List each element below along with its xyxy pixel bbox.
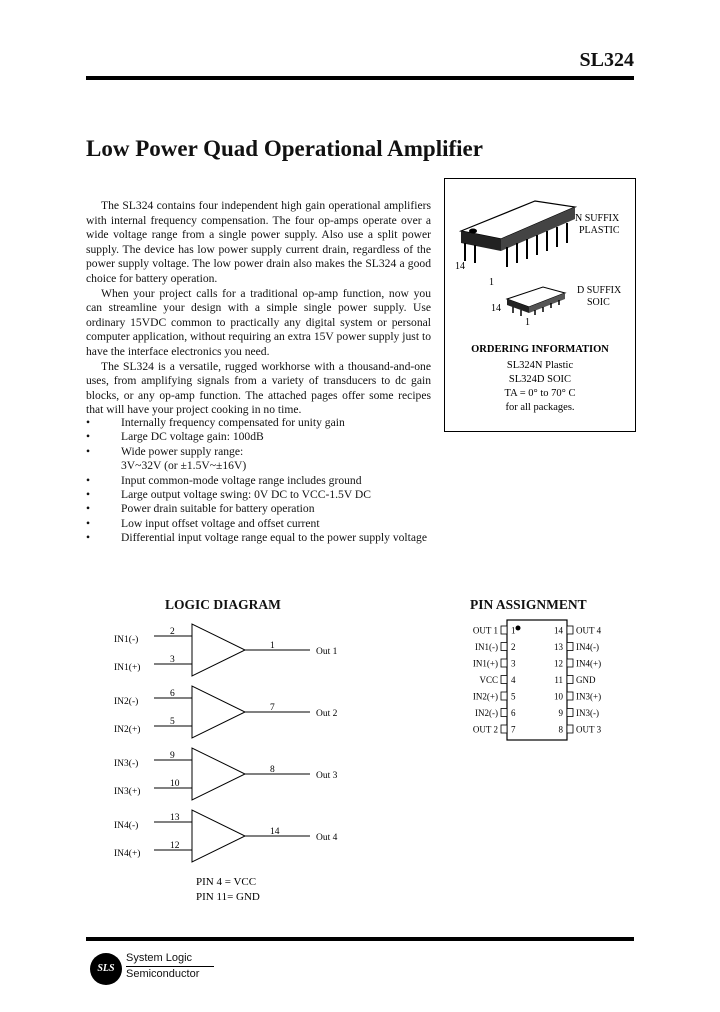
order-line: SL324D SOIC — [508, 374, 572, 385]
pin-number-out: 14 — [270, 827, 280, 837]
output-label: Out 4 — [316, 833, 338, 843]
input-minus-label: IN1(-) — [114, 635, 139, 645]
pin11-note: PIN 11= GND — [196, 891, 260, 903]
order-line: for all packages. — [505, 402, 575, 413]
left-pin-name: OUT 1 — [472, 625, 498, 636]
left-pin-number: 7 — [511, 724, 516, 735]
input-plus-label: IN2(+) — [114, 725, 141, 735]
right-pin-name: IN3(-) — [576, 708, 599, 718]
soic-package-icon — [507, 287, 565, 316]
left-pin-number: 1 — [511, 625, 516, 636]
input-plus-label: IN3(+) — [114, 787, 141, 797]
logic-diagram-title: LOGIC DIAGRAM — [165, 597, 281, 612]
right-pin-number: 11 — [554, 675, 563, 685]
left-pin-name: VCC — [479, 675, 498, 685]
pin-lead-left — [501, 626, 507, 634]
right-pin-name: OUT 3 — [576, 724, 602, 735]
left-pin-name: IN2(-) — [475, 708, 498, 718]
output-label: Out 1 — [316, 647, 338, 657]
input-plus-label: IN1(+) — [114, 663, 141, 673]
pin-lead-right — [567, 725, 573, 733]
feature-list — [86, 416, 446, 546]
pin-lead-left — [501, 643, 507, 651]
d-suffix-label: D SUFFIX — [577, 285, 622, 296]
intro-paragraph: The SL324 is a versatile, rugged workhorse with a thousand-and-one uses, from amplifying signals from a variety of transducers to dc gain blocks, or any op-amp function. The attached pages offer some recipes that will have your project cooking in no time. — [86, 359, 431, 417]
pin-number-minus: 6 — [170, 689, 175, 699]
pin-assignment-title: PIN ASSIGNMENT — [470, 597, 587, 612]
opamp-triangle — [192, 624, 245, 676]
pin-assignment-diagram — [452, 616, 632, 746]
left-pin-name: IN2(+) — [472, 691, 498, 702]
right-pin-name: GND — [576, 675, 596, 685]
footer-rule — [86, 937, 634, 941]
company-logo: SLS — [90, 953, 122, 985]
order-line: TA = 0° to 70° C — [504, 388, 576, 399]
pin-number-out: 8 — [270, 765, 275, 775]
right-pin-name: IN4(+) — [576, 658, 602, 669]
pin-lead-left — [501, 725, 507, 733]
input-minus-label: IN3(-) — [114, 759, 139, 769]
pin-number-plus: 5 — [170, 717, 175, 727]
feature-item: • Input common-mode voltage range includes ground — [86, 474, 446, 488]
pin-number-out: 1 — [270, 641, 275, 651]
page-title: Low Power Quad Operational Amplifier — [86, 136, 483, 161]
company-name-line1: System Logic — [126, 952, 193, 964]
right-pin-name: IN4(-) — [576, 642, 599, 652]
company-divider — [126, 966, 214, 967]
input-plus-label: IN4(+) — [114, 849, 141, 859]
opamp-4 — [114, 810, 338, 862]
input-minus-label: IN2(-) — [114, 697, 139, 707]
pin-lead-left — [501, 659, 507, 667]
right-pin-number: 9 — [558, 708, 563, 718]
pin-lead-right — [567, 692, 573, 700]
pin-number-minus: 13 — [170, 813, 180, 823]
feature-item: • Power drain suitable for battery operation — [86, 502, 446, 516]
pin-lead-left — [501, 676, 507, 684]
logic-diagram — [100, 618, 360, 908]
right-pin-name: IN3(+) — [576, 691, 602, 702]
header-rule — [86, 76, 634, 80]
opamp-2 — [114, 686, 338, 738]
right-pin-number: 13 — [554, 642, 563, 652]
opamp-triangle — [192, 748, 245, 800]
n-suffix-label: N SUFFIX — [575, 213, 620, 224]
opamp-1 — [114, 624, 338, 676]
opamp-triangle — [192, 686, 245, 738]
intro-paragraph: The SL324 contains four independent high gain operational amplifiers with internal frequency compensation. The four op-amps operate over a wide voltage range from a single power supply. Also use a split power supply. The device has low power supply current drain, regardless of the power supply voltage. The low power drain also makes the SL324 a good choice for battery operation. — [86, 199, 431, 285]
pin4-note: PIN 4 = VCC — [196, 876, 257, 888]
pin-lead-left — [501, 709, 507, 717]
dip-pin-high-label: 14 — [455, 261, 465, 272]
dip-pin-one-label: 1 — [489, 277, 494, 288]
pin-lead-right — [567, 643, 573, 651]
input-minus-label: IN4(-) — [114, 821, 139, 831]
ordering-title: ORDERING INFORMATION — [471, 344, 609, 355]
dip-package-icon — [461, 201, 575, 267]
pin-lead-right — [567, 626, 573, 634]
pin-lead-right — [567, 709, 573, 717]
pin-number-out: 7 — [270, 703, 275, 713]
pin-lead-right — [567, 676, 573, 684]
right-pin-number: 10 — [554, 691, 563, 702]
left-pin-name: IN1(-) — [475, 642, 498, 652]
right-pin-number: 8 — [558, 724, 563, 735]
pin-lead-left — [501, 692, 507, 700]
opamp-3 — [114, 748, 338, 800]
opamp-triangle — [192, 810, 245, 862]
intro-text — [86, 199, 431, 418]
right-pin-number: 12 — [554, 658, 563, 669]
pin-number-plus: 3 — [170, 655, 175, 665]
left-pin-name: OUT 2 — [472, 724, 498, 735]
pin-number-minus: 9 — [170, 751, 175, 761]
feature-item: • Wide power supply range: — [86, 445, 446, 459]
right-pin-name: OUT 4 — [576, 625, 602, 636]
intro-paragraph: When your project calls for a traditional op-amp function, now you can streamline your design with a simple single power supply. Use ordinary 15VDC common to practically any digital system or personal computer application, without requiring an extra 15V power supply just to have the interface electronics you need. — [86, 286, 431, 358]
feature-item: • Large output voltage swing: 0V DC to VCC-1.5V DC — [86, 488, 446, 502]
feature-item: • Differential input voltage range equal to the power supply voltage — [86, 531, 446, 545]
pin-number-minus: 2 — [170, 627, 175, 637]
n-type-label: PLASTIC — [579, 225, 620, 236]
left-pin-number: 3 — [511, 658, 516, 669]
soic-pin-one-label: 1 — [525, 317, 530, 328]
left-pin-number: 2 — [511, 642, 516, 652]
output-label: Out 3 — [316, 771, 338, 781]
feature-item: • Low input offset voltage and offset current — [86, 517, 446, 531]
left-pin-number: 6 — [511, 708, 516, 718]
feature-item-continuation: 3V~32V (or ±1.5V~±16V) — [121, 459, 247, 473]
order-line: SL324N Plastic — [506, 360, 574, 371]
output-label: Out 2 — [316, 709, 338, 719]
part-number: SL324 — [579, 49, 634, 71]
feature-item: • Large DC voltage gain: 100dB — [86, 430, 446, 444]
opamp-group — [114, 624, 338, 862]
left-pin-number: 5 — [511, 691, 516, 702]
right-pin-number: 14 — [554, 625, 563, 636]
pin-number-plus: 12 — [170, 841, 180, 851]
pin1-marker — [516, 626, 521, 631]
package-box — [444, 178, 636, 432]
soic-pin-high-label: 14 — [491, 303, 501, 314]
company-name-line2: Semiconductor — [126, 968, 200, 980]
left-pin-number: 4 — [511, 675, 516, 685]
left-pin-name: IN1(+) — [472, 658, 498, 669]
pin-number-plus: 10 — [170, 779, 180, 789]
pin-lead-right — [567, 659, 573, 667]
d-type-label: SOIC — [587, 297, 610, 308]
package-illustration — [445, 179, 635, 431]
feature-item: • Internally frequency compensated for unity gain — [86, 416, 446, 430]
